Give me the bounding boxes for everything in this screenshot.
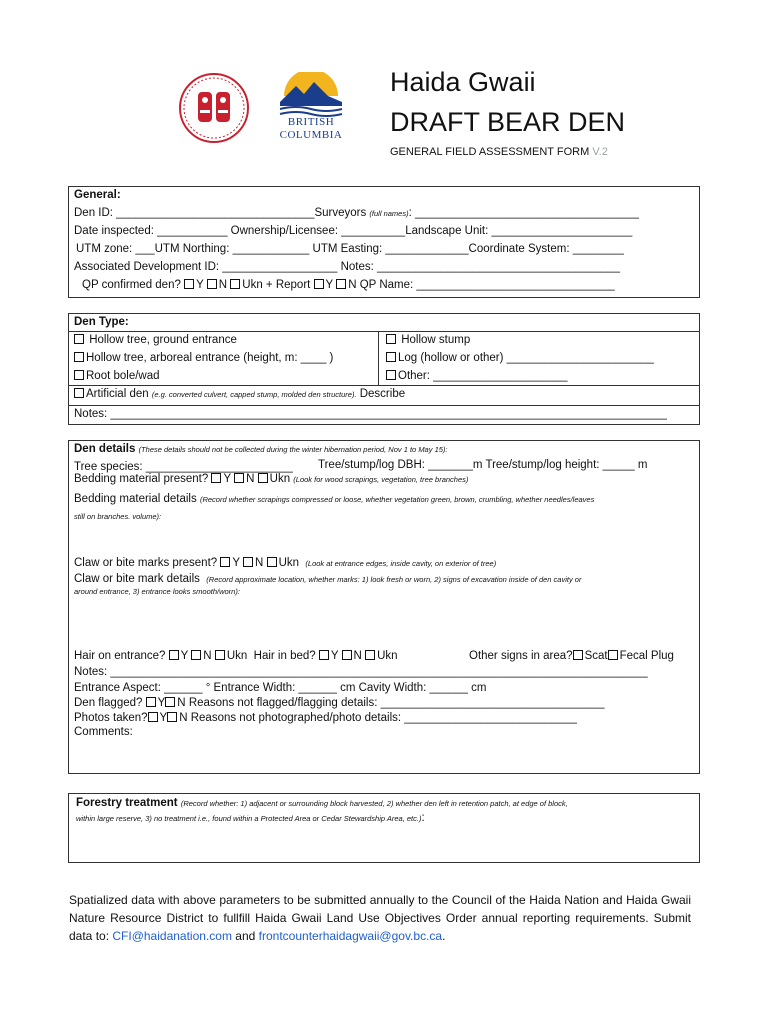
hair-bed-label: Hair in bed? xyxy=(253,650,316,662)
describe-label: Describe xyxy=(359,388,406,400)
ukn-label: Ukn xyxy=(377,650,398,662)
flagged-yes-checkbox[interactable] xyxy=(146,697,156,707)
den-details-title: Den details xyxy=(74,443,136,455)
qp-yes-checkbox[interactable] xyxy=(184,279,194,289)
hair-bed-yes-checkbox[interactable] xyxy=(319,650,329,660)
claw-ukn-checkbox[interactable] xyxy=(267,557,277,567)
claw-present-line xyxy=(74,555,496,572)
checkbox[interactable] xyxy=(74,334,84,344)
comments-label: Comments: xyxy=(74,726,133,738)
den-type-notes: Notes: _______________________________________________________________________________________ xyxy=(74,408,667,420)
hair-entrance-no-checkbox[interactable] xyxy=(191,650,201,660)
artificial-den-checkbox[interactable] xyxy=(74,388,84,398)
bedding-details-note-cont: still on branches. volume): xyxy=(74,512,162,521)
claw-present-label: Claw or bite marks present? xyxy=(74,557,218,569)
den-type-option[interactable] xyxy=(74,332,237,349)
general-line-qp xyxy=(82,277,615,294)
claw-yes-checkbox[interactable] xyxy=(220,557,230,567)
yes-label: Y xyxy=(157,697,166,709)
full-names-note: (full names) xyxy=(369,209,409,218)
den-type-option[interactable] xyxy=(386,368,567,385)
and-text: and xyxy=(235,929,256,943)
tree-species-field: Tree species: _______________________ xyxy=(74,461,293,473)
qp-name-field: N QP Name: _______________________________ xyxy=(348,279,615,291)
frontcounter-email-link[interactable]: frontcounterhaidagwaii@gov.bc.ca xyxy=(258,929,443,943)
option-label: Root bole/wad xyxy=(86,370,160,382)
qp-no-label: N xyxy=(218,279,228,291)
entrance-aspect-line: Entrance Aspect: ______ ° Entrance Width: ______ cm Cavity Width: ______ cm xyxy=(74,682,487,694)
page-title-line1: Haida Gwaii xyxy=(390,67,536,97)
logo-text-columbia: COLUMBIA xyxy=(279,129,343,141)
forestry-note: (Record whether: 1) adjacent or surrounding block harvested, 2) whether den left in retention patch, at edge of block, xyxy=(180,799,568,808)
bedding-present-label: Bedding material present? xyxy=(74,473,209,485)
hair-bed-no-checkbox[interactable] xyxy=(342,650,352,660)
bedding-note: (Look for wood scrapings, vegetation, tree branches) xyxy=(293,475,469,484)
bedding-details-line xyxy=(74,491,594,508)
checkbox[interactable] xyxy=(386,352,396,362)
version-label: V.2 xyxy=(592,146,608,158)
no-label: N xyxy=(203,650,212,662)
qp-ukn-report-label: Ukn + Report xyxy=(242,279,311,291)
den-details-heading xyxy=(74,441,448,458)
qp-no-checkbox[interactable] xyxy=(207,279,217,289)
no-label: N xyxy=(246,473,255,485)
den-type-heading: Den Type: xyxy=(74,316,129,328)
report-no-checkbox[interactable] xyxy=(336,279,346,289)
haida-nation-logo xyxy=(178,72,250,144)
yes-label: Y xyxy=(330,650,339,662)
other-signs-label: Other signs in area? xyxy=(469,650,573,662)
ukn-label: Ukn xyxy=(226,650,248,662)
den-type-option[interactable] xyxy=(386,332,470,349)
den-type-option[interactable] xyxy=(74,350,333,367)
photos-yes-checkbox[interactable] xyxy=(148,712,158,722)
haida-nation-email-link[interactable]: CFI@haidanation.com xyxy=(112,929,232,943)
den-details-notes: Notes: ____________________________________________________________________________________ xyxy=(74,666,648,678)
subtitle-text: GENERAL FIELD ASSESSMENT FORM xyxy=(390,146,590,158)
no-label: N xyxy=(179,712,188,724)
photos-taken-label: Photos taken? xyxy=(74,712,148,724)
fecal-plug-checkbox[interactable] xyxy=(608,650,618,660)
den-type-option[interactable] xyxy=(74,368,160,385)
general-heading: General: xyxy=(74,189,121,201)
scat-checkbox[interactable] xyxy=(573,650,583,660)
submission-instructions xyxy=(69,891,691,945)
claw-details-note: (Record approximate location, whether marks: 1) look fresh or worn, 2) signs of excavation inside of den cavity or xyxy=(206,575,582,584)
claw-note: (Look at entrance edges, inside cavity, on exterior of tree) xyxy=(305,559,497,568)
forestry-title: Forestry treatment xyxy=(76,797,178,809)
yes-label: Y xyxy=(180,650,189,662)
hair-entrance-label: Hair on entrance? xyxy=(74,650,166,662)
ukn-label: Ukn xyxy=(269,473,291,485)
hair-entrance-ukn-checkbox[interactable] xyxy=(215,650,225,660)
page-subtitle xyxy=(390,146,608,158)
bedding-ukn-checkbox[interactable] xyxy=(258,473,268,483)
no-label: N xyxy=(177,697,186,709)
hair-line xyxy=(74,648,398,665)
checkbox[interactable] xyxy=(386,334,396,344)
surveyors-field: : ___________________________________ xyxy=(408,207,639,219)
bedding-details-label: Bedding material details xyxy=(74,493,197,505)
photo-details-field: Reasons not photographed/photo details: ___________________________ xyxy=(190,712,577,724)
general-line-development: Associated Development ID: __________________ Notes: ______________________________________ xyxy=(74,261,621,273)
yes-label: Y xyxy=(232,557,240,569)
bedding-details-note: (Record whether scrapings compressed or loose, whether vegetation green, brown, crumbling, whether needles/leaves xyxy=(199,495,595,504)
forestry-colon: : xyxy=(421,812,425,824)
checkbox[interactable] xyxy=(74,370,84,380)
den-details-note: (These details should not be collected during the winter hibernation period, Nov 1 to May 15): xyxy=(138,445,448,454)
period-text: . xyxy=(442,929,446,943)
yes-label: Y xyxy=(223,473,231,485)
general-line-den-id xyxy=(74,205,639,222)
option-label: Other: _____________________ xyxy=(398,370,568,382)
qp-yes-label: Y xyxy=(196,279,204,291)
option-label: Hollow stump xyxy=(401,334,471,346)
option-label: Hollow tree, ground entrance xyxy=(89,334,237,346)
report-yes-checkbox[interactable] xyxy=(314,279,324,289)
photos-taken-line xyxy=(74,710,577,727)
logo-text-british: BRITISH xyxy=(287,116,335,128)
den-type-column-divider xyxy=(378,331,379,385)
artificial-den-note: (e.g. converted culvert, capped stump, molded den structure). xyxy=(151,390,357,399)
den-flagged-label: Den flagged? xyxy=(74,697,143,709)
artificial-den-label: Artificial den xyxy=(86,388,149,400)
qp-confirmed-label: QP confirmed den? xyxy=(82,279,181,291)
checkbox[interactable] xyxy=(74,352,84,362)
page-title-line2: DRAFT BEAR DEN xyxy=(390,107,626,137)
checkbox[interactable] xyxy=(386,370,396,380)
forestry-note-cont xyxy=(76,810,425,827)
claw-details-note-cont: around entrance, 3) entrance looks smooth/worn): xyxy=(74,587,240,596)
yes-label: Y xyxy=(159,712,168,724)
forestry-note-line2: within large reserve, 3) no treatment i.e., found within a Protected Area or Cedar Stewardship Area, etc.) xyxy=(76,814,422,823)
option-label: Hollow tree, arboreal entrance (height, m: ____ ) xyxy=(86,352,334,364)
other-signs-line xyxy=(469,648,674,665)
claw-details-label: Claw or bite mark details xyxy=(74,573,200,585)
fecal-plug-label: Fecal Plug xyxy=(619,650,674,662)
ukn-label: Ukn xyxy=(278,557,300,569)
bedding-yes-checkbox[interactable] xyxy=(211,473,221,483)
option-label: Log (hollow or other) _______________________ xyxy=(398,352,654,364)
den-id-field: Den ID: _______________________________Surveyors xyxy=(74,207,367,219)
claw-no-checkbox[interactable] xyxy=(243,557,253,567)
instructions-text: Spatialized data with above parameters to be submitted annually to the Council of the Haida Nation and Haida Gwaii Nature Resource District to fullfill Haida Gwaii Land Use Objectives Order annual reporting requirements. Submit data to: xyxy=(69,893,691,943)
bedding-present-line xyxy=(74,471,468,488)
qp-ukn-checkbox[interactable] xyxy=(230,279,240,289)
scat-label: Scat xyxy=(584,650,608,662)
hair-bed-ukn-checkbox[interactable] xyxy=(365,650,375,660)
tree-dbh-height-field: Tree/stump/log DBH: _______m Tree/stump/log height: _____ m xyxy=(318,459,648,471)
bedding-no-checkbox[interactable] xyxy=(234,473,244,483)
general-line-date: Date inspected: ___________ Ownership/Licensee: __________Landscape Unit: ______________________ xyxy=(74,225,633,237)
flagging-details-field: Reasons not flagged/flagging details: ___________________________________ xyxy=(188,697,605,709)
no-label: N xyxy=(255,557,264,569)
british-columbia-logo xyxy=(270,72,352,146)
den-type-artificial[interactable] xyxy=(74,386,405,403)
hair-entrance-yes-checkbox[interactable] xyxy=(169,650,179,660)
general-line-utm: UTM zone: ___UTM Northing: ____________ UTM Easting: _____________Coordinate System: ________ xyxy=(76,243,624,255)
den-type-option[interactable] xyxy=(386,350,654,367)
report-yes-label: Y xyxy=(325,279,334,291)
no-label: N xyxy=(353,650,362,662)
flagged-no-checkbox[interactable] xyxy=(165,697,175,707)
photos-no-checkbox[interactable] xyxy=(167,712,177,722)
